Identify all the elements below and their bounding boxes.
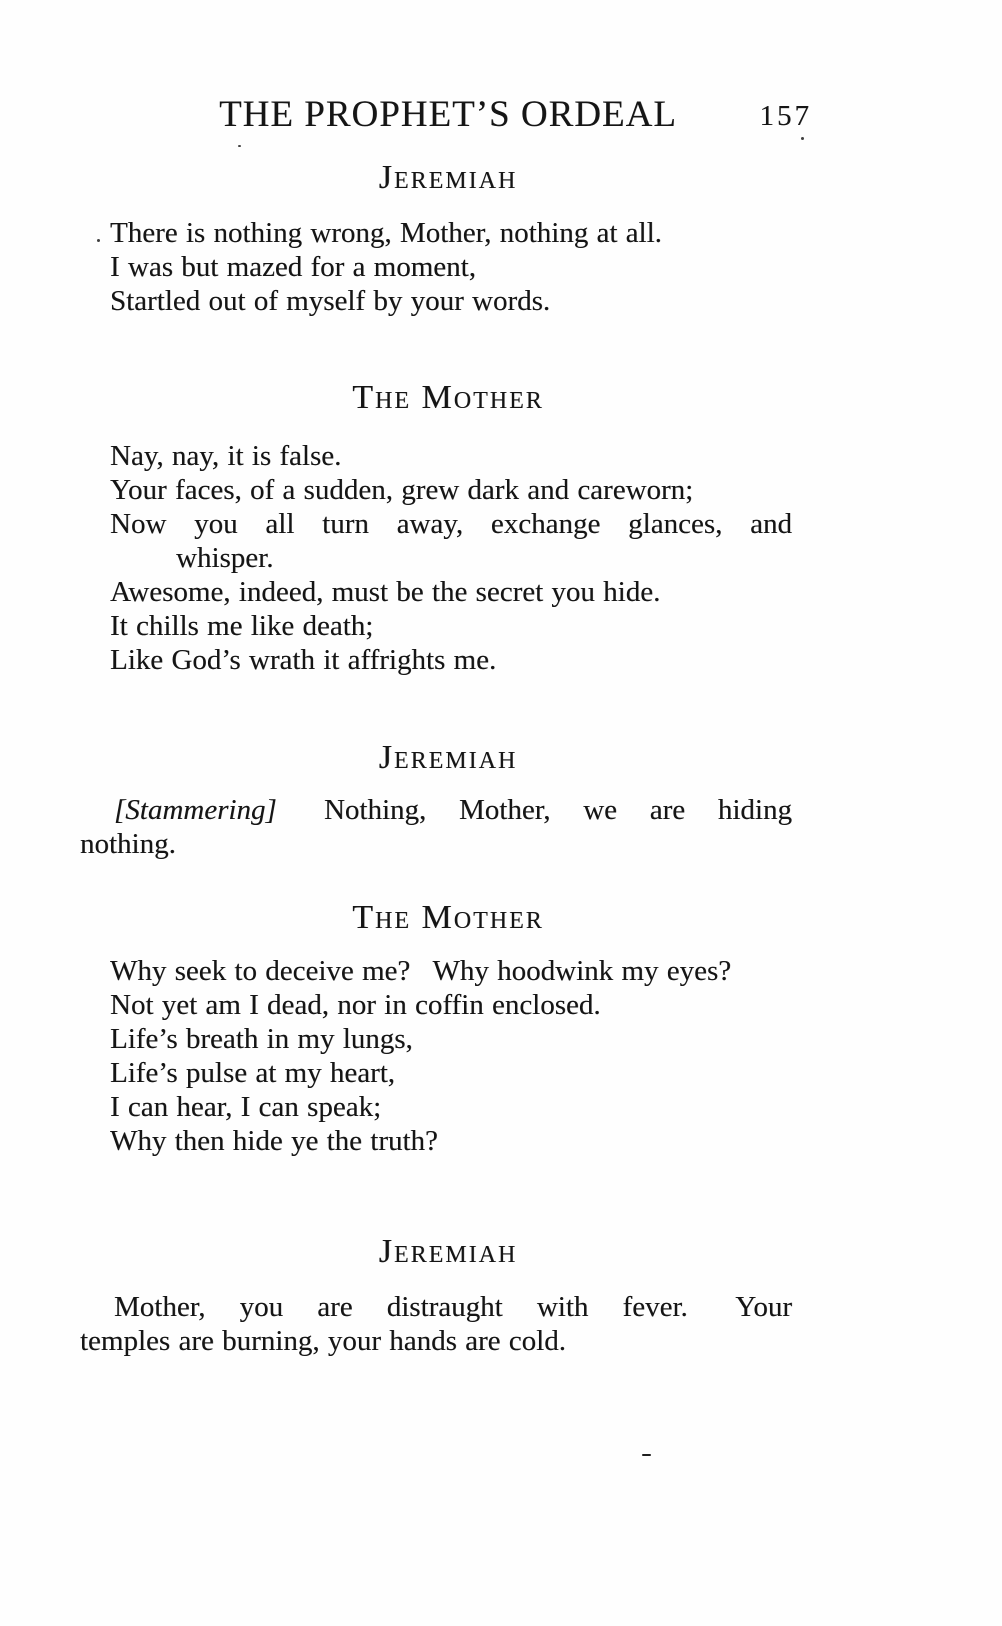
verse-line: Why then hide ye the truth? [110, 1125, 438, 1157]
speaker-heading-jeremiah: Jeremiah [378, 1233, 518, 1270]
verse-line: Life’s breath in my lungs, [110, 1023, 413, 1055]
ink-speck [97, 239, 100, 242]
verse-block [80, 439, 792, 677]
verse-line: Now you all turn away, exchange glances, and [110, 508, 792, 540]
stray-dash-mark [642, 1454, 651, 1456]
dialogue-line [80, 793, 792, 827]
ink-speck [801, 137, 804, 140]
speaker-heading-the-mother: The Mother [352, 379, 544, 416]
verse-block [80, 954, 792, 1158]
dialogue-block [80, 1290, 792, 1358]
speaker-heading-the-mother: The Mother [352, 899, 544, 936]
verse-line: Life’s pulse at my heart, [110, 1057, 396, 1089]
dialogue-block [80, 793, 792, 861]
verse-line: It chills me like death; [110, 610, 374, 642]
verse-line: Your faces, of a sudden, grew dark and careworn; [110, 474, 694, 506]
dialogue-line: nothing. [80, 828, 176, 860]
verse-line: whisper. [176, 542, 274, 574]
verse-line: Nay, nay, it is false. [110, 440, 342, 472]
verse-line: Not yet am I dead, nor in coffin enclosed. [110, 989, 601, 1021]
verse-line: I can hear, I can speak; [110, 1091, 382, 1123]
verse-line: Awesome, indeed, must be the secret you hide. [110, 576, 661, 608]
verse-line: I was but mazed for a moment, [110, 251, 476, 283]
ink-speck [238, 145, 241, 147]
dialogue-line: Mother, you are distraught with fever. Your [114, 1291, 792, 1323]
verse-line: Startled out of myself by your words. [110, 285, 551, 317]
speaker-heading-jeremiah: Jeremiah [378, 739, 518, 776]
running-head [92, 93, 812, 137]
running-head-title: THE PROPHET’S ORDEAL [219, 94, 677, 135]
dialogue-line: temples are burning, your hands are cold. [80, 1325, 566, 1357]
verse-line: There is nothing wrong, Mother, nothing at all. [110, 217, 662, 249]
verse-line: Like God’s wrath it affrights me. [110, 644, 497, 676]
verse-line: Why seek to deceive me? Why hoodwink my eyes? [110, 955, 732, 987]
verse-block [80, 216, 792, 318]
dialogue-text: Nothing, Mother, we are hiding [276, 794, 792, 826]
speaker-heading-jeremiah: Jeremiah [378, 159, 518, 196]
stage-direction: [Stammering] [114, 794, 277, 826]
page-number: 157 [759, 100, 812, 132]
